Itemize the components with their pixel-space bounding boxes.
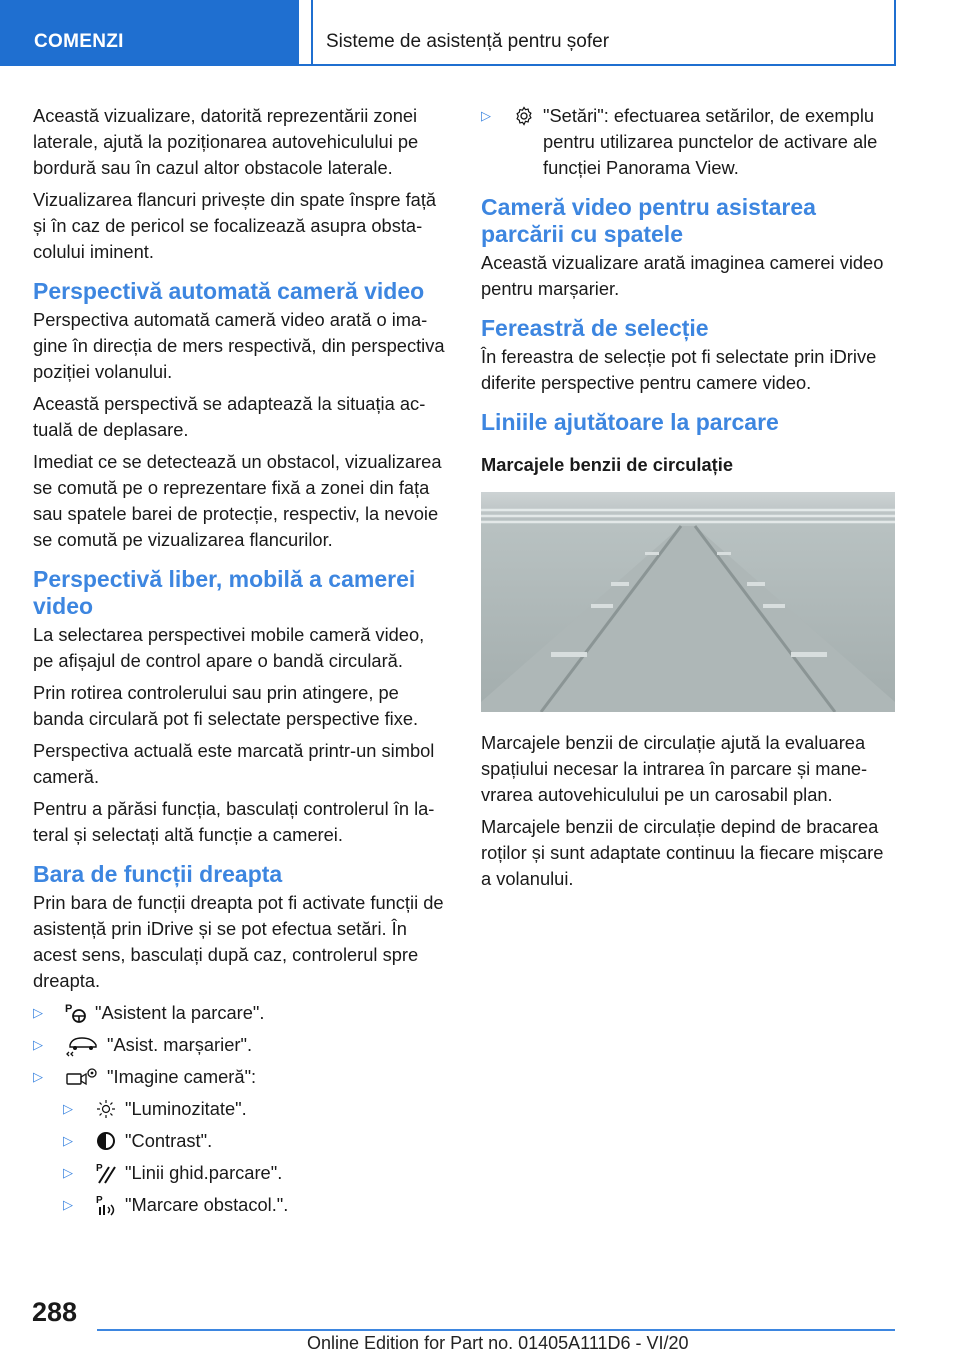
list-item-label: "Contrast". <box>125 1130 213 1151</box>
parking-guide-lines-icon <box>93 1160 119 1186</box>
page-number: 288 <box>32 1297 78 1327</box>
list-item <box>33 1032 447 1058</box>
paragraph: Prin rotirea controlerului sau prin atingere, pe banda circulară pot fi selectate perspective fixe. <box>33 682 419 729</box>
paragraph: Marcajele benzii de circulație depind de bracarea roților și sunt adaptate continuu la fiecare mișcare a volanului. <box>481 816 884 889</box>
section-heading: Liniile ajutătoare la parcare <box>481 409 779 435</box>
triangle-right-icon: ▷ <box>63 1165 73 1180</box>
svg-text:P: P <box>96 1195 103 1206</box>
page-header <box>0 0 960 66</box>
sub-list-item <box>33 1096 447 1122</box>
triangle-right-icon: ▷ <box>33 1037 43 1052</box>
sub-list-item <box>33 1160 447 1186</box>
section-heading: Perspectivă liber, mobilă a camerei video <box>33 566 416 619</box>
svg-text:P: P <box>96 1163 103 1174</box>
paragraph: Vizualizarea flancuri privește din spate înspre față și în caz de pericol se focalizează asupra obstacolului iminent. <box>33 189 437 262</box>
sub-heading: Marcajele benzii de circulație <box>481 454 733 475</box>
section-heading: Perspectivă automată cameră video <box>33 278 425 304</box>
list-item-label: "Asistent la parcare". <box>95 1002 265 1023</box>
list-item-label: "Imagine cameră": <box>107 1066 257 1087</box>
list-item <box>33 1000 447 1026</box>
paragraph: Perspectiva actuală este marcată printr-un simbol cameră. <box>33 740 435 787</box>
edition-note: Online Edition for Part no. 01405A111D6 - VI/20 <box>307 1333 689 1353</box>
list-item-label: "Luminozitate". <box>125 1098 247 1119</box>
paragraph: La selectarea perspectivei mobile cameră video, pe afișajul de control apare o bandă circulară. <box>33 624 425 671</box>
lane-markings-illustration <box>481 492 895 712</box>
brightness-icon <box>93 1096 119 1122</box>
list-item-label: "Marcare obstacol.". <box>125 1194 289 1215</box>
contrast-icon <box>93 1128 119 1154</box>
list-item-label: "Linii ghid.parcare". <box>125 1162 283 1183</box>
gear-icon <box>511 103 537 129</box>
footer-rule <box>97 1329 895 1331</box>
list-item-label: "Asist. marșarier". <box>107 1034 253 1055</box>
triangle-right-icon: ▷ <box>33 1005 43 1020</box>
svg-text:P: P <box>65 1003 73 1015</box>
paragraph: În fereastra de selecție pot fi selectate prin iDrive diferite perspective pentru camere video. <box>481 346 877 393</box>
sub-list-item <box>33 1192 447 1218</box>
reversing-assistant-icon <box>63 1032 101 1058</box>
paragraph: Perspectiva automată cameră video arată o imagine în direcția de mers respectivă, din perspectiva poziției volanului. <box>33 309 445 382</box>
list-item <box>481 103 895 181</box>
triangle-right-icon: ▷ <box>63 1133 73 1148</box>
paragraph: Prin bara de funcții dreapta pot fi activate funcții de asistență prin iDrive și se pot efectua setări. În acest sens, basculați după caz, controlerul spre dreapta. <box>33 892 444 991</box>
section-heading: Cameră video pentru asistarea parcării cu spatele <box>481 194 816 247</box>
section-heading: Fereastră de selecție <box>481 315 709 341</box>
chapter-title: Sisteme de asistență pentru șofer <box>326 31 610 52</box>
triangle-right-icon: ▷ <box>63 1197 73 1212</box>
right-column <box>481 103 895 898</box>
paragraph: Marcajele benzii de circulație ajută la evaluarea spațiului necesar la intrarea în parcare și manevrarea autovehiculului pe un carosabil plan. <box>481 732 868 805</box>
parking-assistant-icon <box>63 1000 89 1026</box>
triangle-right-icon: ▷ <box>481 108 491 123</box>
paragraph: Această vizualizare, datorită reprezentării zonei laterale, ajută la poziționarea autovehiculului pe bordură sau în cazul altor obstacole laterale. <box>33 105 419 178</box>
paragraph: Pentru a părăsi funcția, basculați controlerul în lateral și selectați altă funcție a camerei. <box>33 798 435 845</box>
camera-settings-icon <box>63 1064 101 1090</box>
paragraph: Imediat ce se detectează un obstacol, vizualizarea se comută pe o reprezentare fixă a zonei din fața sau spatele barei de protecție, respectiv, la nevoie se comută pe vizualizarea flancurilor. <box>33 451 442 550</box>
header-underline <box>299 64 896 66</box>
header-separator <box>311 0 313 66</box>
list-item-label: "Setări": efectuarea setărilor, de exemplu pentru utilizarea punctelor de activare ale funcției Panorama View. <box>543 105 878 178</box>
header-edge <box>894 0 896 66</box>
list-item <box>33 1064 447 1090</box>
section-heading: Bara de funcții dreapta <box>33 861 283 887</box>
obstacle-marking-icon <box>93 1192 119 1218</box>
triangle-right-icon: ▷ <box>63 1101 73 1116</box>
paragraph: Această perspectivă se adaptează la situația actuală de deplasare. <box>33 393 426 440</box>
section-label: COMENZI <box>34 31 124 52</box>
sub-list-item <box>33 1128 447 1154</box>
left-column <box>33 103 447 1224</box>
paragraph: Această vizualizare arată imaginea camerei video pentru marșarier. <box>481 252 884 299</box>
section-tab <box>0 0 299 66</box>
triangle-right-icon: ▷ <box>33 1069 43 1084</box>
